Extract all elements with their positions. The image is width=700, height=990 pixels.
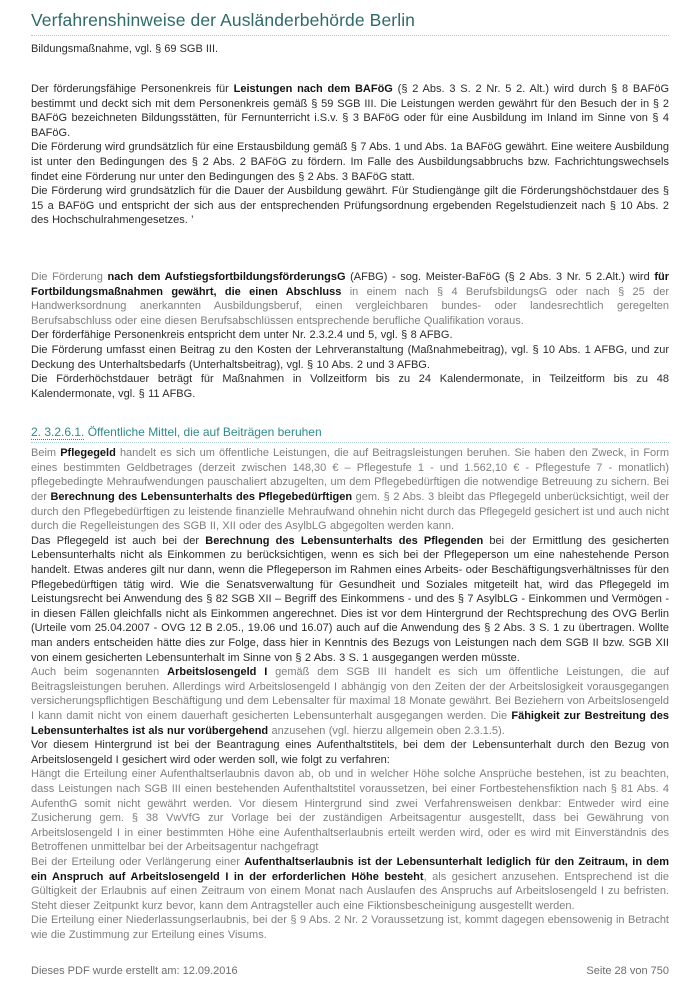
text-run: bei der Ermittlung des gesicherten Lebensunterhalts nicht als Einkommen zu berücksichtigen, wenn es sich bei der Pflegeperson um eine nahestehende Person handelt. Etwas anderes gilt nur dann, wenn die Pflegeperson im Rahmen eines Arbeits- oder Beschäftigungsverhältnisses für den Pflegebedürftigen tätig wird. Wie die Senatsverwaltung für Gesundheit und Soziales mitgeteilt hat, wird das Pflegegeld im Leistungsrecht bei Anwendung des § 82 SGB XII – Begriff des Einkommens - und des § 7 AsylbLG - Einkommen und Vermögen - in diesen Fällen gleichfalls nicht als Einkommen angerechnet. Dies ist vor dem Hintergrund der Rechtsprechung des OVG Berlin (Urteile vom 25.04.2007 - OVG 12 B 2.05., 19.06 und 16.07) auch auf die Anwendung des § 2 Abs. 3 S. 1 zu übertragen. Wollte man anders entscheiden hätte dies zur Folge, dass hier in Kenntnis des Bezugs von Leistungen nach dem SGB II bzw. SGB XII von einem gesicherten Lebensunterhalt im Sinne von § 2 Abs. 3 S. 1 ausgegangen werden müsste. bbox=[31, 534, 669, 664]
text-run: Die Förderung umfasst einen Beitrag zu den Kosten der Lehrveranstaltung (Maßnahmebeitrag), vgl. § 10 Abs. 1 AFBG, und zur Deckung des Unterhaltsbedarfs (Unterhaltsbeitrag), vgl. § 10 Abs. 2 und 3 AFBG. bbox=[31, 343, 669, 371]
text-run: , als gesichert anzusehen. Entsprechend ist die Gültigkeit der Erlaubnis auf einen Zeitraum von einem Monat nach Auslaufen des Anspruchs auf Arbeitslosengeld I zu befristen. Steht dieser Zeitpunkt kurz bevor, kann dem Antragsteller auch eine Fiktionsbescheinigung ausgestellt werden. bbox=[31, 870, 669, 912]
title-separator bbox=[31, 35, 669, 36]
text-run: Die Förderung bbox=[31, 270, 108, 283]
text-run: Das Pflegegeld ist auch bei der bbox=[31, 534, 206, 547]
text-run: Der förderungsfähige Personenkreis für bbox=[31, 83, 234, 95]
body-paragraph bbox=[31, 82, 669, 140]
text-run: Der förderfähige Personenkreis entspricht dem unter Nr. 2.3.2.4 und 5, vgl. § 8 AFBG. bbox=[31, 329, 453, 342]
footer-created-date: Dieses PDF wurde erstellt am: 12.09.2016 bbox=[31, 965, 238, 977]
text-run: für Fortbildungsmaßnahmen gewährt, die einen Abschluss bbox=[31, 270, 669, 298]
body-paragraph bbox=[31, 270, 669, 328]
text-run: handelt es sich um öffentliche Leistungen, die auf Beitragsleistungen beruhen. Sie haben den Zweck, in Form eines bestimmten Geldbetrages (derzeit zwischen 148,30 € – Pflegestufe 1 - und 1.562,10 € - Pflegestufe 7 - monatlich) pflegebedingte Mehraufwendungen pauschaliert abzugelten, um dem Pflegebedürftigen die notwendige Betreuung zu sichern. Bei der bbox=[31, 447, 669, 504]
text-run: Berechnung des Lebensunterhalts des Pflegenden bbox=[205, 534, 484, 547]
vertical-spacer bbox=[31, 228, 669, 270]
text-run: Die Förderung wird grundsätzlich für die Dauer der Ausbildung gewährt. Für Studiengänge gilt die Förderungshöchstdauer des § 15 a BAFöG und entspricht der sich aus der entsprechenden Prüfungsordnung ergebenden Regelstudienzeit nach § 10 Abs. 2 des Hochschulrahmengesetzes. ’ bbox=[31, 185, 669, 227]
text-run: Die Förderung wird grundsätzlich für eine Erstausbildung gemäß § 7 Abs. 1 und Abs. 1a BAFöG gewährt. Eine weitere Ausbildung ist unter den Bedingungen des § 2 Abs. 2 BAFöG zu fördern. Im Falle des Ausbildungsabbruchs bzw. Fachrichtungswechsels findet eine Förderung nur unter den Bedingungen des § 2 Abs. 3 BAFöG statt. bbox=[31, 141, 669, 183]
text-run: Leistungen nach dem BAFöG bbox=[233, 83, 393, 95]
text-run: Hängt die Erteilung einer Aufenthaltserlaubnis davon ab, ob und in welcher Höhe solche Ansprüche bestehen, ist zu beachten, dass Leistungen nach SGB III einen bestehenden Aufenthaltstitel voraussetzen, bei einer Fortbestehensfiktion nach § 81 Abs. 4 AufenthG somit nicht gewährt werden. Vor diesem Hintergrund sind zwei Verfahrensweisen denkbar: Entweder wird eine Zusicherung gem. § 38 VwVfG zur Vorlage bei der zuständigen Arbeitsagentur ausgestellt, dass bei Gewährung von Arbeitslosengeld I in einer bestimmten Höhe eine Aufenthaltserlaubnis erteilt werden wird, oder es wird mit Einverständnis des Betroffenen unmittelbar bei der Arbeitsagentur nachgefragt bbox=[31, 768, 669, 854]
text-run: Die Förderhöchstdauer beträgt für Maßnahmen in Vollzeitform bis zu 24 Kalendermonate, in Teilzeitform bis zu 48 Kalendermonate, vgl. § 11 AFBG. bbox=[31, 373, 669, 400]
section-heading-text: Öffentliche Mittel, die auf Beiträgen beruhen bbox=[84, 425, 322, 440]
text-run: Fähigkeit zur Bestreitung des Lebensunterhaltes ist als nur vorübergehend bbox=[31, 709, 669, 737]
page-footer bbox=[31, 965, 669, 977]
vertical-spacer bbox=[31, 401, 669, 425]
text-run: Berechnung des Lebensunterhalts des Pflegebedürftigen bbox=[50, 491, 353, 504]
text-run: Auch beim sogenannten bbox=[31, 666, 168, 679]
body-paragraph bbox=[31, 767, 669, 855]
text-run: anzusehen (vgl. hierzu allgemein oben 2.3.1.5). bbox=[268, 724, 505, 737]
text-run: gem. § 2 Abs. 3 bleibt das Pflegegeld unberücksichtigt, weil der durch den Pflegebedürftigen zu leistende finanzielle Mehraufwand ohnehin nicht durch das Pflegegeld gesichert ist und auch nicht durch die Regelleistungen des SGB II, XII oder des AsylbLG abgegolten werden kann. bbox=[31, 491, 669, 533]
document-title: Verfahrenshinweise der Ausländerbehörde Berlin bbox=[31, 10, 416, 30]
body-paragraph bbox=[31, 738, 669, 767]
text-run: Arbeitslosengeld I bbox=[167, 666, 268, 679]
body-paragraph bbox=[31, 343, 669, 372]
body-paragraph bbox=[31, 328, 669, 343]
text-run: Beim bbox=[31, 447, 61, 460]
text-run: (AFBG) - sog. Meister-BaFöG (§ 2 Abs. 3 Nr. 5 2.Alt.) wird bbox=[345, 270, 655, 283]
body-paragraph bbox=[31, 665, 669, 738]
text-run: Die Erteilung einer Niederlassungserlaubnis, bei der § 9 Abs. 2 Nr. 2 Voraussetzung ist, kommt dagegen ebensowenig in Betracht wie die Zustimmung zur Erteilung eines Visums. bbox=[31, 914, 669, 941]
text-run: in einem nach § 4 BerufsbildungsG oder nach § 25 der Handwerksordnung anerkannten Ausbildungsberuf, einen vergleichbaren bundes- oder landesrechtlich geregelten Berufsabschluss oder eine diesen Berufsabschlüssen entsprechende berufliche Qualifikation voraus. bbox=[31, 285, 669, 327]
text-run: Aufenthaltserlaubnis ist der Lebensunterhalt lediglich für den Zeitraum, in dem ein Anspruch auf Arbeitslosengeld I in der erforderlichen Höhe besteht bbox=[31, 855, 669, 883]
text-run: gemäß dem SGB III handelt es sich um öffentliche Leistungen, die auf Beitragsleistungen beruhen. Allerdings wird Arbeitslosengeld I abhängig von den Zeiten der der Arbeitslosigkeit vorausgegangen versicherungspflichtigen Beschäftigung und dem Lebensalter für maximal 18 Monate gewährt. Bei Beziehern von Arbeitslosengeld I kann damit nicht von einem dauerhaft gesicherten Lebensunterhalt ausgegangen werden. Die bbox=[31, 666, 670, 722]
text-run: Bei der Erteilung oder Verlängerung einer bbox=[31, 855, 245, 868]
text-run: Vor diesem Hintergrund ist bei der Beantragung eines Aufenthaltstitels, bei dem der Lebensunterhalt durch den Bezug von Arbeitslosengeld I gesichert wird oder werden soll, wie folgt zu verfahren: bbox=[31, 739, 669, 766]
body-paragraph bbox=[31, 855, 669, 913]
footer-page-number: Seite 28 von 750 bbox=[586, 965, 669, 977]
document-subtitle: Bildungsmaßnahme, vgl. § 69 SGB III. bbox=[31, 43, 219, 55]
text-run: (§ 2 Abs. 3 S. 2 Nr. 5 2. Alt.) wird durch § 8 BAFöG bestimmt und deckt sich mit dem Personenkreis gemäß § 59 SGB III. Die Leistungen werden gewährt für den Besuch der in § 2 BAFöG bezeichneten Bildungsstätten, für Fernunterricht i.S.v. § 3 BAFöG oder für eine Ausbildung im Inland im Sinne von § 4 BAFöG. bbox=[31, 83, 669, 139]
body-paragraph bbox=[31, 184, 669, 228]
section-number-link[interactable]: 2. 3.2.6.1. bbox=[31, 425, 85, 440]
body-paragraph bbox=[31, 372, 669, 401]
body-paragraph bbox=[31, 534, 669, 665]
text-run: nach dem AufstiegsfortbildungsförderungsG bbox=[107, 270, 346, 283]
text-run: Pflegegeld bbox=[60, 447, 116, 460]
body-paragraph bbox=[31, 140, 669, 184]
body-paragraph bbox=[31, 913, 669, 942]
document-body bbox=[31, 82, 669, 942]
body-paragraph bbox=[31, 446, 669, 534]
section-heading bbox=[31, 425, 669, 443]
